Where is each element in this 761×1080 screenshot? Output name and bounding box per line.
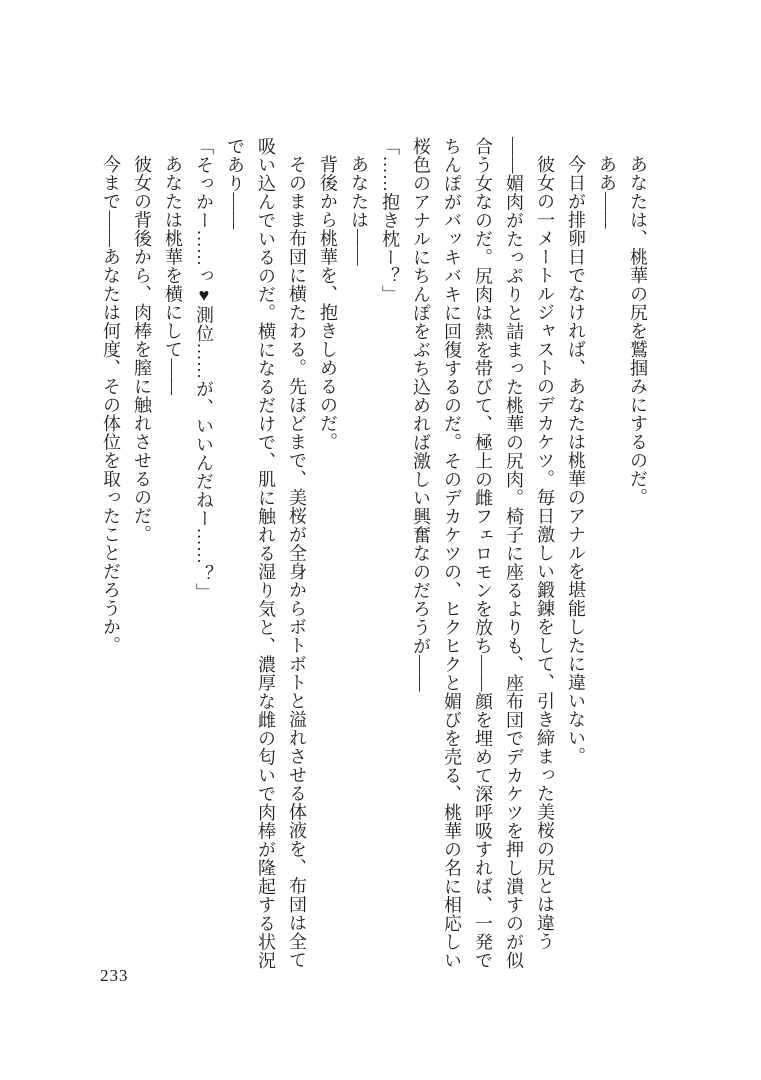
paragraph: 彼女の一メートルジャストのデカケツ。毎日激しい鍛錬をして、引き締まった美桜の尻とは違う――媚肉がたっぷりと詰まった桃華の尻肉。椅子に座るよりも、座布団でデカケツを押し潰すのが似合う女なのだ。尻肉は熱を帯びて、極上の雌フェロモンを放ち――顔を埋めて深呼吸すれば、一発でちんぽがバッキバキに回復するのだ。そのデカケツの、ヒクヒクと媚びを売る、桃華の名に相応しい桜色のアナルにちんぽをぶち込めれば激しい興奮なのだろうが―― (411, 137, 555, 970)
paragraph: 今まで――あなたは何度、その体位を取ったことだろうか。 (101, 155, 121, 655)
paragraph: 彼女の背後から、肉棒を膣に触れさせるのだ。 (132, 155, 152, 544)
paragraph: あなたは桃華を横にして―― (163, 155, 183, 396)
paragraph: そのまま布団に横たわる。先ほどまで、美桜が全身からボトボトと溢れさせる体液を、布団は全て吸い込んでいるのだ。横になるだけで、肌に触れる湿り気と、濃厚な雌の匂いで肉棒が隆起する状況であり―― (225, 137, 307, 970)
paragraph: 背後から桃華を、抱きしめるのだ。 (318, 155, 338, 451)
paragraph-dialogue: 「……抱き枕ー？」 (380, 137, 400, 304)
paragraph-dialogue: 「そっかー……っ♥測位……が、いいんだねー……？」 (194, 137, 214, 602)
novel-text-block (95, 137, 653, 973)
paragraph: ああ―― (597, 155, 617, 229)
paragraph: あなたは、桃華の尻を鷲掴みにするのだ。 (628, 155, 648, 507)
paragraph: 今日が排卵日でなければ、あなたは桃華のアナルを堪能したに違いない。 (566, 155, 586, 766)
page-number: 233 (100, 966, 129, 985)
paragraph: あなたは―― (349, 155, 369, 266)
